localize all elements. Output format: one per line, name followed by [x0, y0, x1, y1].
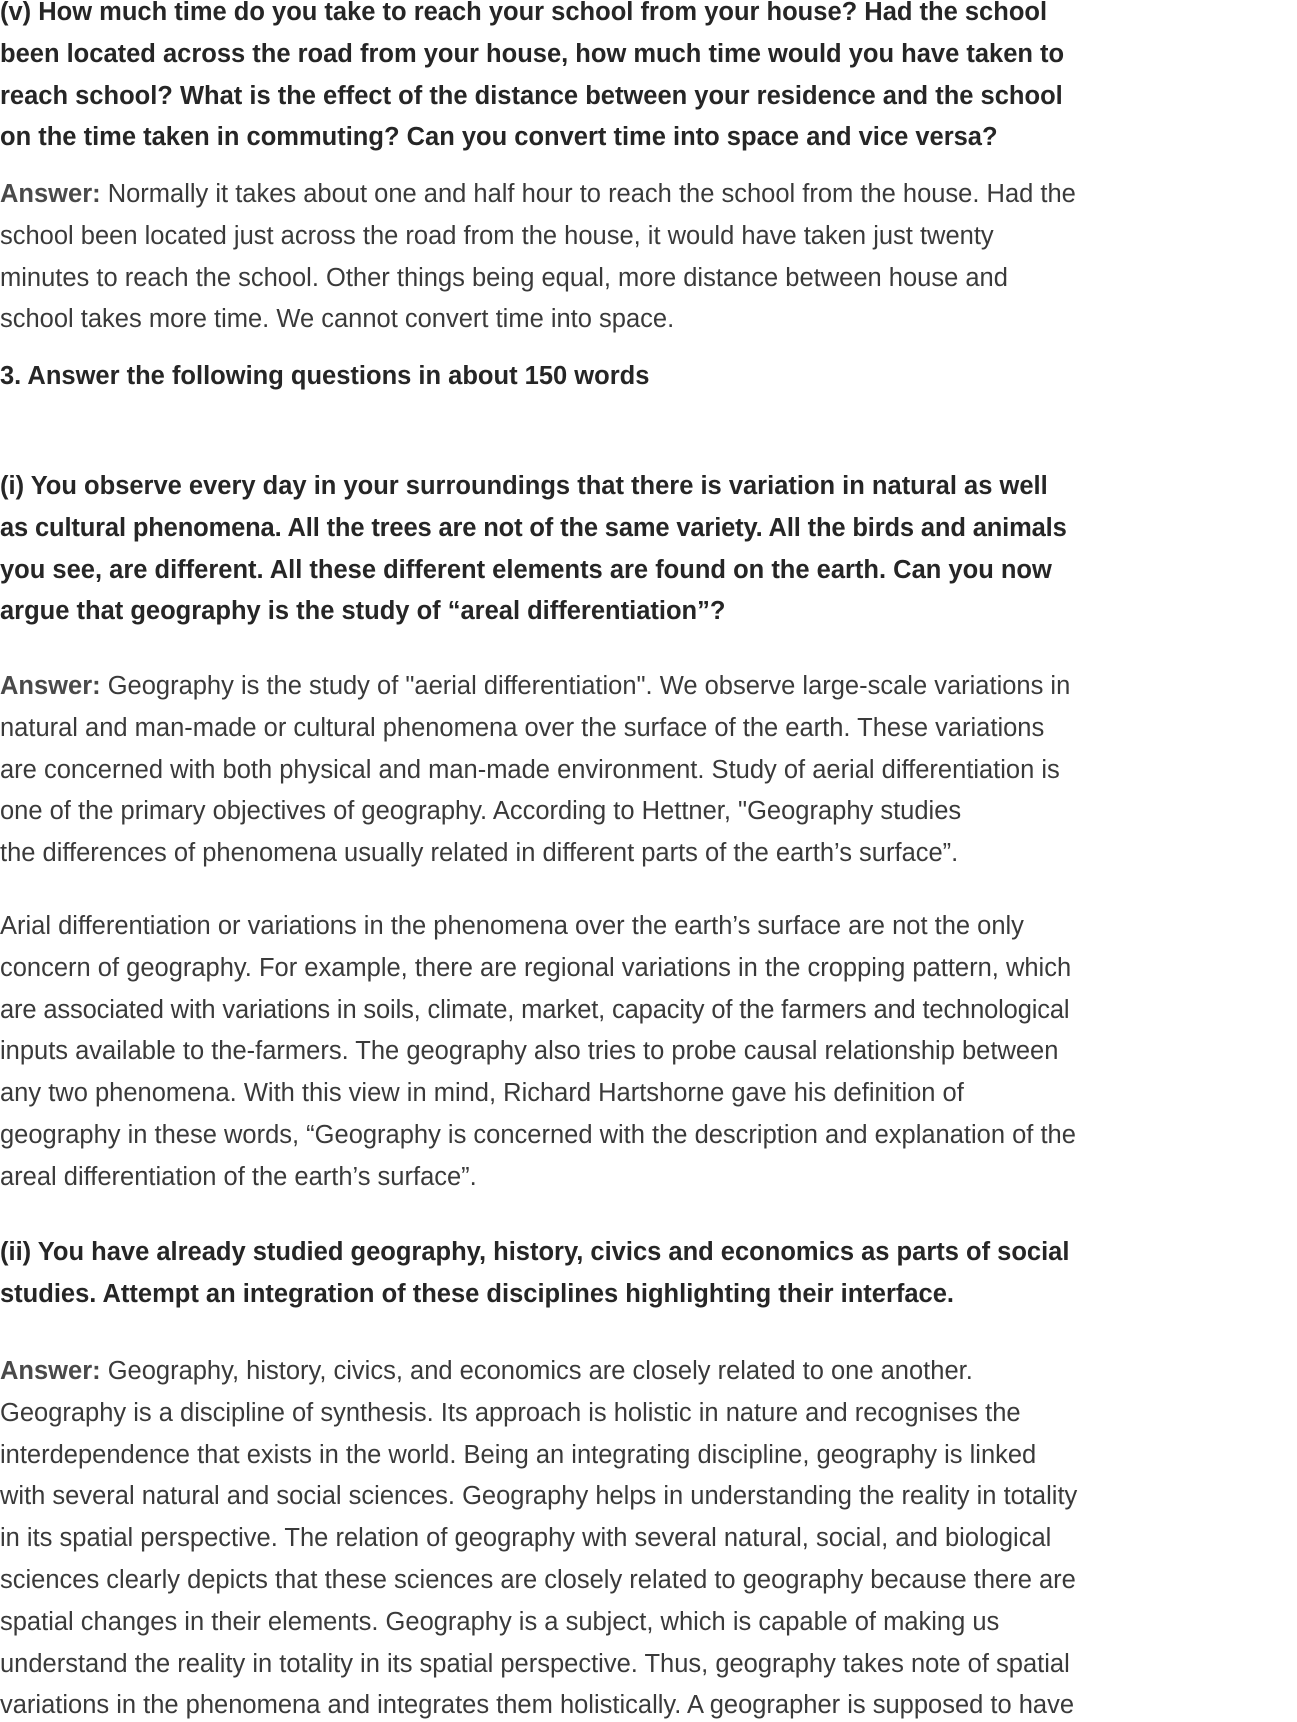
question-line: studies. Attempt an integration of these disciplines highlighting their interface.	[0, 1279, 954, 1308]
answer-line: are concerned with both physical and man-made environment. Study of aerial differentiation is	[0, 755, 1060, 784]
answer-line: in its spatial perspective. The relation of geography with several natural, social, and biological	[0, 1524, 1052, 1553]
section-heading-text: 3. Answer the following questions in about 150 words	[0, 362, 650, 390]
question-line: as cultural phenomena. All the trees are not of the same variety. All the birds and animals	[0, 513, 1067, 542]
answer-first-line	[0, 666, 1297, 708]
question-line: (i) You observe every day in your surroundings that there is variation in natural as well	[0, 472, 1048, 500]
question-line: (ii) You have already studied geography, history, civics and economics as parts of social	[0, 1238, 1070, 1266]
answer-line: one of the primary objectives of geography. According to Hettner, "Geography studies	[0, 797, 962, 826]
question-ii	[0, 1232, 1297, 1316]
answer-label: Answer:	[0, 180, 101, 208]
section-heading	[0, 356, 1297, 398]
answer-ii	[0, 1351, 1297, 1722]
answer-label: Answer:	[0, 1357, 101, 1385]
question-line: reach school? What is the effect of the distance between your residence and the school	[0, 81, 1063, 110]
answer-line: Geography is a discipline of synthesis. Its approach is holistic in nature and recognises the	[0, 1398, 1021, 1427]
answer-label: Answer:	[0, 672, 101, 700]
answer-text: Geography is the study of "aerial differentiation". We observe large-scale variations in	[100, 672, 1071, 700]
answer-line: school been located just across the road from the house, it would have taken just twenty	[0, 221, 994, 250]
answer-text: Geography, history, civics, and economics are closely related to one another.	[100, 1357, 973, 1385]
answer-i	[0, 666, 1297, 875]
answer-first-line	[0, 174, 1297, 216]
answer-line: school takes more time. We cannot convert time into space.	[0, 305, 675, 334]
answer-line: inputs available to the-farmers. The geography also tries to probe causal relationship between	[0, 1037, 1059, 1066]
answer-line: concern of geography. For example, there are regional variations in the cropping pattern, which	[0, 953, 1072, 982]
answer-line: variations in the phenomena and integrates them holistically. A geographer is supposed to have	[0, 1691, 1075, 1720]
question-line: argue that geography is the study of “areal differentiation”?	[0, 597, 726, 626]
question-line: on the time taken in commuting? Can you convert time into space and vice versa?	[0, 123, 998, 152]
answer-line: any two phenomena. With this view in mind, Richard Hartshorne gave his definition of	[0, 1079, 964, 1108]
answer-first-line	[0, 1351, 1297, 1393]
question-v	[0, 0, 1297, 159]
answer-line: the differences of phenomena usually related in different parts of the earth’s surface”.	[0, 839, 959, 868]
answer-line: Arial differentiation or variations in the phenomena over the earth’s surface are not the only	[0, 912, 1024, 940]
answer-line: geography in these words, “Geography is concerned with the description and explanation of the	[0, 1120, 1076, 1149]
answer-line: interdependence that exists in the world. Being an integrating discipline, geography is linked	[0, 1440, 1037, 1469]
answer-line: with several natural and social sciences. Geography helps in understanding the reality in totality	[0, 1482, 1078, 1511]
answer-line: minutes to reach the school. Other things being equal, more distance between house and	[0, 263, 1008, 292]
answer-line: areal differentiation of the earth’s surface”.	[0, 1162, 477, 1191]
answer-i-paragraph-2	[0, 906, 1297, 1199]
answer-line: natural and man-made or cultural phenomena over the surface of the earth. These variations	[0, 713, 1045, 742]
answer-line: are associated with variations in soils, climate, market, capacity of the farmers and technological	[0, 995, 1070, 1024]
answer-text: Normally it takes about one and half hour to reach the school from the house. Had the	[100, 180, 1076, 208]
answer-line: spatial changes in their elements. Geography is a subject, which is capable of making us	[0, 1607, 1000, 1636]
question-line: been located across the road from your house, how much time would you have taken to	[0, 39, 1065, 68]
question-line: (v) How much time do you take to reach your school from your house? Had the school	[0, 0, 1048, 26]
question-line: you see, are different. All these different elements are found on the earth. Can you now	[0, 555, 1052, 584]
answer-line: sciences clearly depicts that these sciences are closely related to geography because there are	[0, 1565, 1076, 1594]
answer-line: understand the reality in totality in its spatial perspective. Thus, geography takes note of spatial	[0, 1649, 1070, 1678]
answer-v	[0, 174, 1297, 341]
question-i	[0, 466, 1297, 633]
